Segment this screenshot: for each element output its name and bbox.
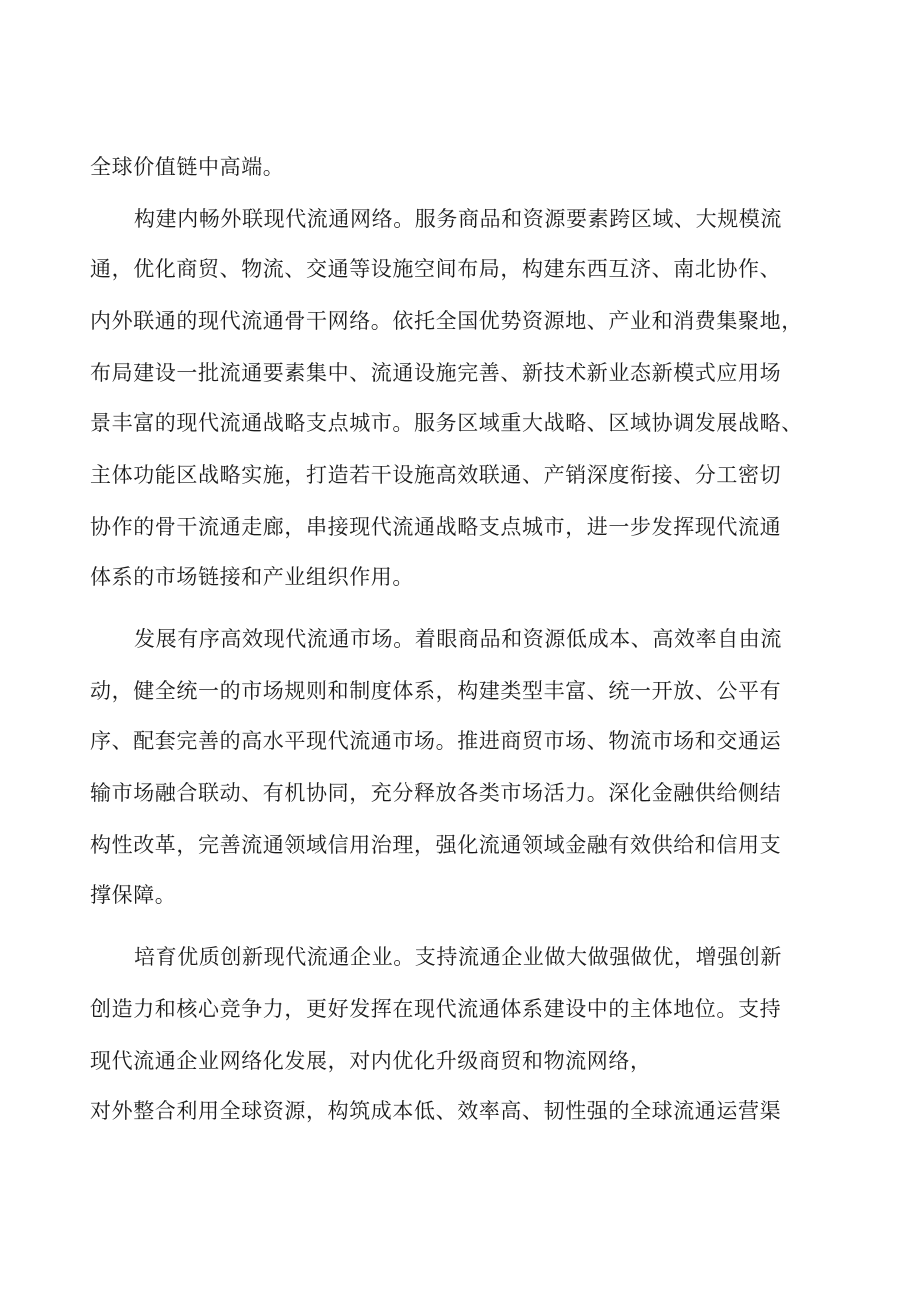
text-line: 主体功能区战略实施，打造若干设施高效联通、产销深度衔接、分工密切 <box>90 463 782 487</box>
text-line: 全球价值链中高端。 <box>90 155 285 179</box>
paragraph-first-line: 构建内畅外联现代流通网络。服务商品和资源要素跨区域、大规模流 <box>134 207 782 231</box>
paragraph-first-line: 发展有序高效现代流通市场。着眼商品和资源低成本、高效率自由流 <box>134 627 782 651</box>
text-line: 构性改革，完善流通领域信用治理，强化流通领域金融有效供给和信用支 <box>90 833 782 857</box>
text-line: 体系的市场链接和产业组织作用。 <box>90 565 414 589</box>
text-line: 撑保障。 <box>90 883 177 907</box>
text-line: 现代流通企业网络化发展，对内优化升级商贸和物流网络， <box>90 1049 652 1073</box>
text-line: 布局建设一批流通要素集中、流通设施完善、新技术新业态新模式应用场 <box>90 361 782 385</box>
text-line: 输市场融合联动、有机协同，充分释放各类市场活力。深化金融供给侧结 <box>90 781 782 805</box>
text-line: 通，优化商贸、物流、交通等设施空间布局，构建东西互济、南北协作、 <box>90 257 782 281</box>
text-line: 创造力和核心竞争力，更好发挥在现代流通体系建设中的主体地位。支持 <box>90 997 782 1021</box>
text-line: 景丰富的现代流通战略支点城市。服务区域重大战略、区域协调发展战略、 <box>90 411 803 435</box>
paragraph-first-line: 培育优质创新现代流通企业。支持流通企业做大做强做优，增强创新 <box>134 945 782 969</box>
text-line: 对外整合利用全球资源，构筑成本低、效率高、韧性强的全球流通运营渠 <box>90 1099 782 1123</box>
text-line: 动，健全统一的市场规则和制度体系，构建类型丰富、统一开放、公平有 <box>90 679 782 703</box>
text-line: 序、配套完善的高水平现代流通市场。推进商贸市场、物流市场和交通运 <box>90 729 782 753</box>
text-line: 内外联通的现代流通骨干网络。依托全国优势资源地、产业和消费集聚地， <box>90 309 803 333</box>
text-line: 协作的骨干流通走廊，串接现代流通战略支点城市，进一步发挥现代流通 <box>90 515 782 539</box>
